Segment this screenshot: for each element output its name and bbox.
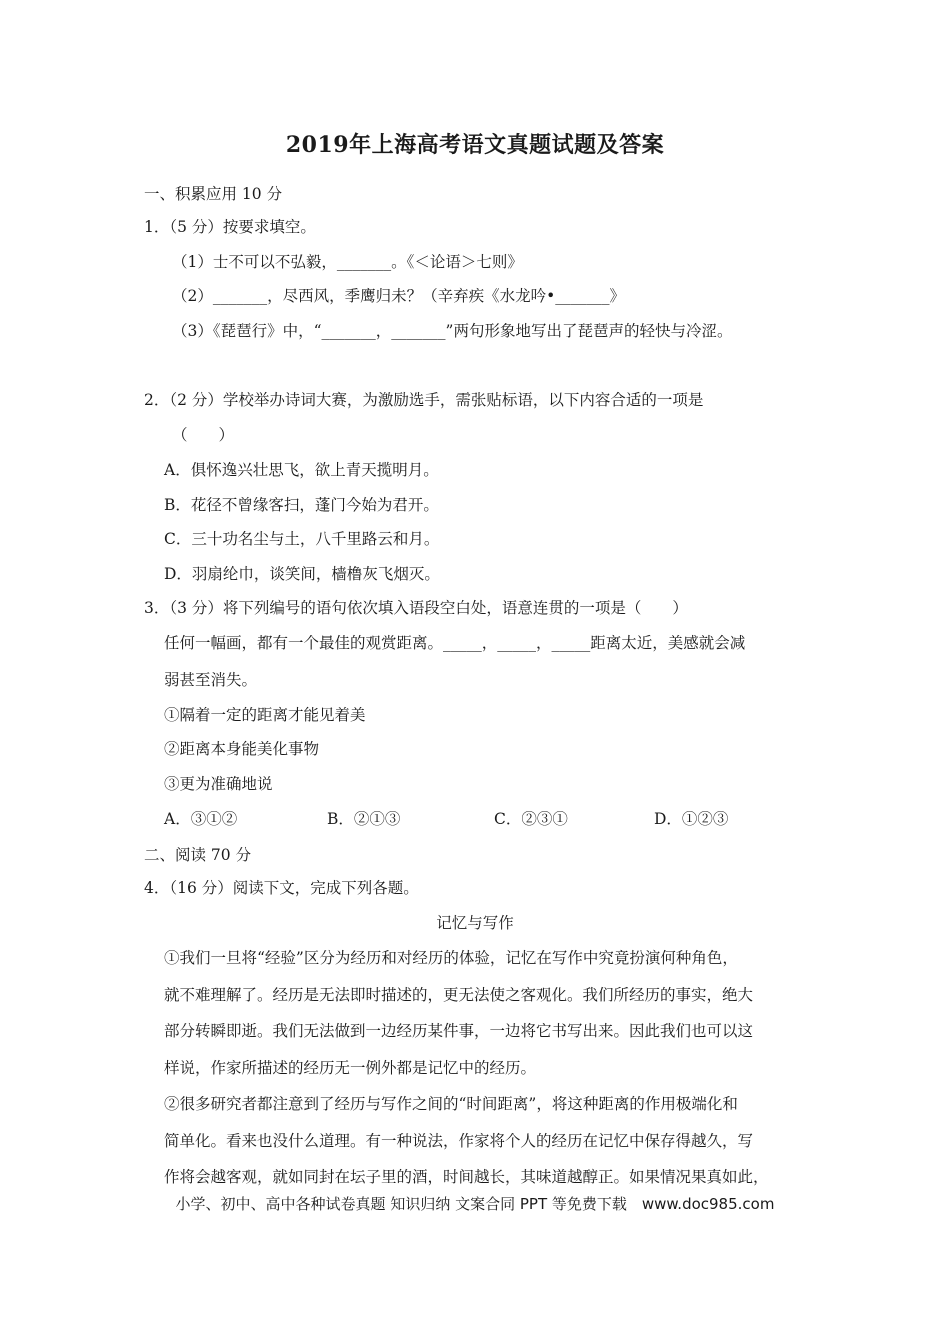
question-1-part-3: （3）《琵琶行》中，“_______，_______”两句形象地写出了琵琶声的轻快与冷涩。 bbox=[172, 322, 733, 340]
question-3-option-c: C．②③① bbox=[494, 810, 568, 828]
question-3-item-1: ①隔着一定的距离才能见着美 bbox=[164, 706, 366, 724]
question-3-option-a: A．③①② bbox=[164, 810, 238, 828]
question-1-part-1: （1）士不可以不弘毅，_______。《＜论语＞七则》 bbox=[172, 253, 523, 271]
essay-line-2: 就不难理解了。经历是无法即时描述的，更无法使之客观化。我们所经历的事实，绝大 bbox=[164, 986, 754, 1004]
question-2: 2．（2 分）学校举办诗词大赛，为激励选手，需张贴标语，以下内容合适的一项是 bbox=[144, 391, 704, 409]
question-3: 3．（3 分）将下列编号的语句依次填入语段空白处，语意连贯的一项是（ ） bbox=[144, 599, 688, 617]
essay-line-4: 样说，作家所描述的经历无一例外都是记忆中的经历。 bbox=[164, 1059, 537, 1077]
question-3-option-d: D．①②③ bbox=[654, 810, 729, 828]
essay-line-5: ②很多研究者都注意到了经历与写作之间的“时间距离”，将这种距离的作用极端化和 bbox=[164, 1095, 738, 1113]
page-title: 2019年上海高考语文真题试题及答案 bbox=[285, 132, 665, 158]
essay-line-1: ①我们一旦将“经验”区分为经历和对经历的体验，记忆在写作中究竟扮演何种角色， bbox=[164, 949, 738, 967]
question-3-item-3: ③更为准确地说 bbox=[164, 775, 273, 793]
section-2-heading: 二、阅读 70 分 bbox=[144, 846, 252, 864]
essay-line-7: 作将会越客观，就如同封在坛子里的酒，时间越长，其味道越醇正。如果情况果真如此， bbox=[164, 1168, 769, 1186]
footer-watermark: 小学、初中、高中各种试卷真题 知识归纳 文案合同 PPT 等免费下载 www.doc985.com bbox=[175, 1195, 775, 1213]
essay-line-3: 部分转瞬即逝。我们无法做到一边经历某件事，一边将它书写出来。因此我们也可以这 bbox=[164, 1022, 754, 1040]
question-4: 4．（16 分）阅读下文，完成下列各题。 bbox=[144, 879, 419, 897]
section-1-heading: 一、积累应用 10 分 bbox=[144, 185, 283, 203]
question-1-part-2: （2）_______，尽西风，季鹰归未？（辛弃疾《水龙吟•_______》 bbox=[172, 287, 626, 305]
question-2-option-c: C．三十功名尘与土，八千里路云和月。 bbox=[164, 530, 440, 548]
question-2-option-b: B．花径不曾缘客扫，蓬门今始为君开。 bbox=[164, 496, 439, 514]
question-3-option-b: B．②①③ bbox=[327, 810, 401, 828]
question-3-item-2: ②距离本身能美化事物 bbox=[164, 740, 320, 758]
question-2-answer-paren: （ ） bbox=[172, 426, 235, 444]
essay-line-6: 简单化。看来也没什么道理。有一种说法，作家将个人的经历在记忆中保存得越久，写 bbox=[164, 1132, 754, 1150]
question-3-passage-line-2: 弱甚至消失。 bbox=[164, 671, 258, 689]
question-2-option-d: D．羽扇纶巾，谈笑间，樯橹灰飞烟灭。 bbox=[164, 565, 440, 583]
question-2-option-a: A．俱怀逸兴壮思飞，欲上青天揽明月。 bbox=[164, 461, 439, 479]
question-1: 1．（5 分）按要求填空。 bbox=[144, 218, 316, 236]
question-3-passage-line-1: 任何一幅画，都有一个最佳的观赏距离。_____，_____，_____距离太近，美感就会减 bbox=[164, 634, 746, 652]
essay-title: 记忆与写作 bbox=[436, 914, 514, 932]
